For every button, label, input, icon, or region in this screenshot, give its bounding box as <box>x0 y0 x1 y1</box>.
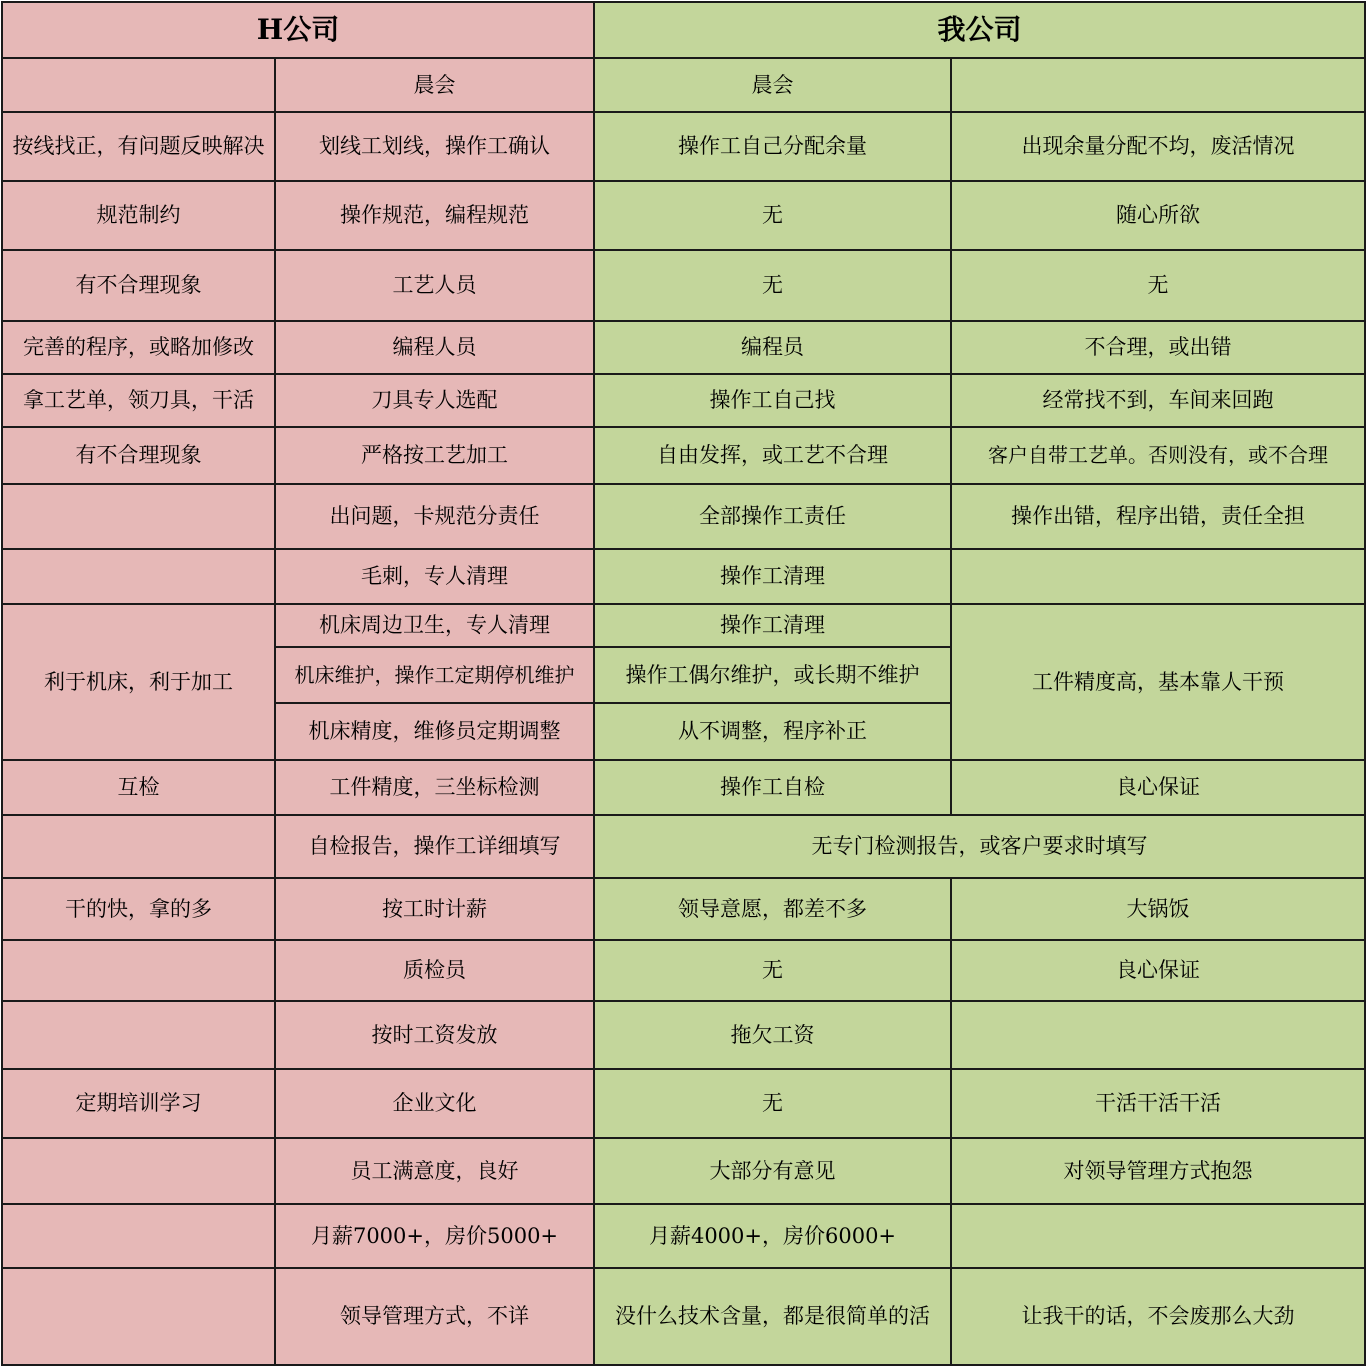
table-row <box>2 1069 1365 1138</box>
table-row <box>2 1204 1365 1268</box>
our-result-cell: 不合理，或出错 <box>951 321 1365 374</box>
h-practice-cell: 操作规范，编程规范 <box>275 181 594 250</box>
h-goal-cell: 干的快，拿的多 <box>2 878 275 940</box>
our-result-cell: 干活干活干活 <box>951 1069 1365 1138</box>
our-practice-cell: 编程员 <box>594 321 951 374</box>
our-result-cell <box>951 1204 1365 1268</box>
our-practice-cell: 领导意愿，都差不多 <box>594 878 951 940</box>
h-goal-cell <box>2 1268 275 1365</box>
our-practice-cell: 无 <box>594 940 951 1001</box>
h-practice-cell: 编程人员 <box>275 321 594 374</box>
table-row <box>2 374 1365 427</box>
h-goal-cell: 定期培训学习 <box>2 1069 275 1138</box>
our-practice-cell: 没什么技术含量，都是很简单的活 <box>594 1268 951 1365</box>
h-goal-cell <box>2 484 275 549</box>
h-practice-cell: 刀具专人选配 <box>275 374 594 427</box>
table-row <box>2 427 1365 484</box>
h-goal-cell <box>2 58 275 112</box>
h-goal-cell <box>2 1001 275 1069</box>
our-practice-cell: 操作工自己分配余量 <box>594 112 951 181</box>
our-result-cell: 操作出错，程序出错，责任全担 <box>951 484 1365 549</box>
h-practice-cell: 工件精度，三坐标检测 <box>275 760 594 815</box>
our-result-cell: 经常找不到，车间来回跑 <box>951 374 1365 427</box>
our-practice-cell: 月薪4000+，房价6000+ <box>594 1204 951 1268</box>
our-result-cell: 出现余量分配不均，废活情况 <box>951 112 1365 181</box>
h-goal-cell <box>2 1204 275 1268</box>
our-practice-cell: 无 <box>594 250 951 321</box>
h-goal-cell: 有不合理现象 <box>2 250 275 321</box>
h-goal-cell: 完善的程序，或略加修改 <box>2 321 275 374</box>
our-practice-cell: 无 <box>594 181 951 250</box>
our-practice-cell: 无 <box>594 1069 951 1138</box>
h-practice-cell: 质检员 <box>275 940 594 1001</box>
our-practice-cell: 操作工偶尔维护，或长期不维护 <box>594 647 951 703</box>
h-practice-cell: 晨会 <box>275 58 594 112</box>
h-practice-cell: 机床周边卫生，专人清理 <box>275 604 594 647</box>
our-result-cell: 对领导管理方式抱怨 <box>951 1138 1365 1204</box>
comparison-table <box>1 1 1366 1366</box>
h-practice-cell: 严格按工艺加工 <box>275 427 594 484</box>
table-row <box>2 484 1365 549</box>
h-practice-cell: 自检报告，操作工详细填写 <box>275 815 594 878</box>
our-practice-cell: 操作工自己找 <box>594 374 951 427</box>
our-practice-cell: 晨会 <box>594 58 951 112</box>
h-practice-cell: 企业文化 <box>275 1069 594 1138</box>
h-practice-cell: 领导管理方式，不详 <box>275 1268 594 1365</box>
table-header-row <box>2 2 1365 58</box>
our-practice-cell: 操作工清理 <box>594 604 951 647</box>
our-practice-cell: 拖欠工资 <box>594 1001 951 1069</box>
our-result-cell: 随心所欲 <box>951 181 1365 250</box>
our-result-cell: 良心保证 <box>951 940 1365 1001</box>
our-result-cell: 良心保证 <box>951 760 1365 815</box>
table-row <box>2 321 1365 374</box>
our-practice-cell: 操作工自检 <box>594 760 951 815</box>
our-result-cell: 让我干的话，不会废那么大劲 <box>951 1268 1365 1365</box>
h-goal-cell: 有不合理现象 <box>2 427 275 484</box>
table-row <box>2 760 1365 815</box>
h-practice-cell: 出问题，卡规范分责任 <box>275 484 594 549</box>
table-row <box>2 250 1365 321</box>
our-practice-cell: 无专门检测报告，或客户要求时填写 <box>594 815 1365 878</box>
header-our-company: 我公司 <box>594 2 1365 58</box>
table-row <box>2 1268 1365 1365</box>
h-goal-cell: 互检 <box>2 760 275 815</box>
h-practice-cell: 划线工划线，操作工确认 <box>275 112 594 181</box>
h-practice-cell: 毛刺，专人清理 <box>275 549 594 604</box>
h-goal-cell <box>2 940 275 1001</box>
our-result-cell <box>951 549 1365 604</box>
h-goal-cell <box>2 549 275 604</box>
table-row <box>2 1138 1365 1204</box>
h-practice-cell: 员工满意度，良好 <box>275 1138 594 1204</box>
table-row <box>2 815 1365 878</box>
table-row <box>2 1001 1365 1069</box>
table-row <box>2 112 1365 181</box>
our-practice-cell: 自由发挥，或工艺不合理 <box>594 427 951 484</box>
h-practice-cell: 按时工资发放 <box>275 1001 594 1069</box>
h-goal-cell: 拿工艺单，领刀具，干活 <box>2 374 275 427</box>
table-row <box>2 549 1365 604</box>
table-row <box>2 604 1365 647</box>
h-goal-cell: 按线找正，有问题反映解决 <box>2 112 275 181</box>
our-result-cell: 大锅饭 <box>951 878 1365 940</box>
header-h-company: H公司 <box>2 2 594 58</box>
our-practice-cell: 大部分有意见 <box>594 1138 951 1204</box>
h-goal-cell <box>2 1138 275 1204</box>
h-goal-cell <box>2 815 275 878</box>
our-result-cell: 无 <box>951 250 1365 321</box>
h-practice-cell: 月薪7000+，房价5000+ <box>275 1204 594 1268</box>
our-result-cell: 工件精度高，基本靠人干预 <box>951 604 1365 760</box>
our-result-cell <box>951 58 1365 112</box>
our-result-cell <box>951 1001 1365 1069</box>
table-row <box>2 940 1365 1001</box>
our-practice-cell: 操作工清理 <box>594 549 951 604</box>
table-row <box>2 58 1365 112</box>
our-practice-cell: 全部操作工责任 <box>594 484 951 549</box>
our-practice-cell: 从不调整，程序补正 <box>594 703 951 760</box>
h-practice-cell: 机床维护，操作工定期停机维护 <box>275 647 594 703</box>
h-practice-cell: 按工时计薪 <box>275 878 594 940</box>
table-row <box>2 181 1365 250</box>
h-practice-cell: 机床精度，维修员定期调整 <box>275 703 594 760</box>
h-practice-cell: 工艺人员 <box>275 250 594 321</box>
table-row <box>2 878 1365 940</box>
h-goal-cell: 利于机床，利于加工 <box>2 604 275 760</box>
our-result-cell: 客户自带工艺单。否则没有，或不合理 <box>951 427 1365 484</box>
h-goal-cell: 规范制约 <box>2 181 275 250</box>
